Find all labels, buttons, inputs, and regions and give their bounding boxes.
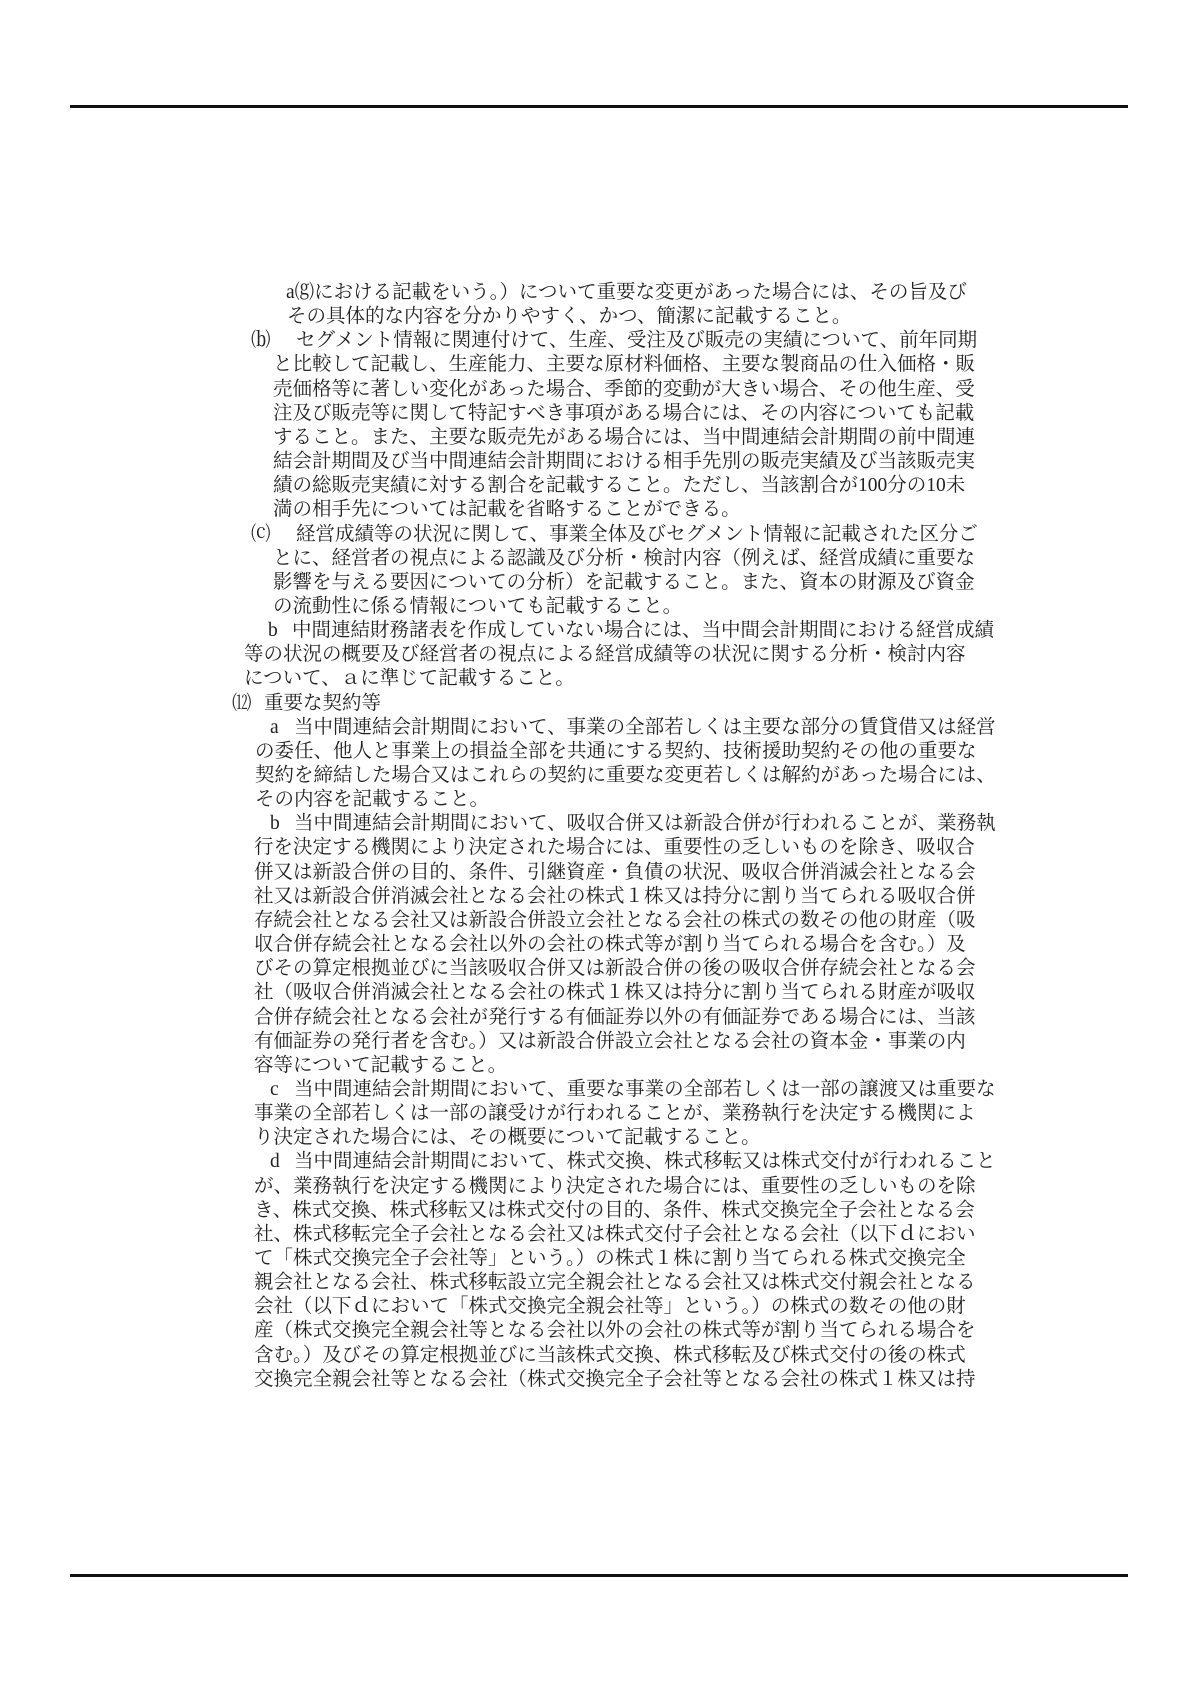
- line-text: 社（吸収合併消滅会社となる会社の株式１株又は持分に割り当てられる財産が吸収: [254, 982, 976, 1004]
- item-marker: b: [270, 813, 280, 835]
- text-line: [0, 619, 1192, 643]
- text-line: [0, 1054, 1192, 1078]
- line-text: 契約を締結した場合又はこれらの契約に重要な変更若しくは解約があった場合には、: [255, 765, 996, 786]
- line-text: について、ａに準じて記載すること。: [244, 668, 575, 690]
- line-text: 合併存続会社となる会社が発行する有価証券以外の有価証券である場合には、当該: [254, 1006, 976, 1028]
- text-line: [0, 1344, 1192, 1368]
- text-line: [0, 523, 1192, 547]
- text-line: [0, 764, 1192, 788]
- line-text: 重要な契約等: [264, 692, 382, 714]
- text-line: [0, 281, 1192, 305]
- text-line: [0, 1030, 1192, 1054]
- line-text: 社、株式移転完全子会社となる会社又は株式交付子会社となる会社（以下ｄにおい: [254, 1223, 976, 1245]
- text-line: [0, 426, 1192, 450]
- text-line: [0, 643, 1192, 667]
- text-line: [0, 692, 1192, 716]
- text-line: [0, 305, 1192, 329]
- line-text: が、業務執行を決定する機関により決定された場合には、重要性の乏しいものを除: [254, 1175, 976, 1197]
- text-line: [0, 909, 1192, 933]
- text-line: [0, 450, 1192, 474]
- line-text: 注及び販売等に関して特記すべき事項がある場合には、その内容についても記載: [273, 402, 975, 424]
- text-line: [0, 402, 1192, 426]
- text-line: [0, 329, 1192, 353]
- line-text: すること。また、主要な販売先がある場合には、当中間連結会計期間の前中間連: [273, 426, 976, 448]
- text-line: [0, 1247, 1192, 1271]
- line-text: 当中間連結会計期間において、重要な事業の全部若しくは一部の譲渡又は重要な: [294, 1078, 996, 1100]
- line-text: て「株式交換完全子会社等」という。）の株式１株に割り当てられる株式交換完全: [254, 1248, 966, 1269]
- line-text: 経営成績等の状況に関して、事業全体及びセグメント情報に記載された区分ご: [296, 523, 978, 545]
- item-marker: ⒞: [251, 523, 271, 545]
- line-text: 社又は新設合併消滅会社となる会社の株式１株又は持分に割り当てられる吸収合併: [254, 885, 976, 907]
- text-line: [0, 1126, 1192, 1150]
- text-line: [0, 571, 1192, 595]
- line-text: と比較して記載し、生産能力、主要な原材料価格、主要な製商品の仕入価格・販: [273, 354, 976, 376]
- line-text: びその算定根拠並びに当該吸収合併又は新設合併の後の吸収合併存続会社となる会: [254, 958, 976, 980]
- line-text: 親会社となる会社、株式移転設立完全親会社となる会社又は株式交付親会社となる: [254, 1272, 976, 1294]
- line-text: 結会計期間及び当中間連結会計期間における相手先別の販売実績及び当該販売実: [273, 451, 976, 473]
- text-line: [0, 353, 1192, 377]
- line-text: とに、経営者の視点による認識及び分析・検討内容（例えば、経営成績に重要な: [273, 547, 976, 569]
- text-line: [0, 740, 1192, 764]
- line-text: 満の相手先については記載を省略することができる。: [273, 499, 741, 521]
- line-text: 容等について記載すること。: [254, 1054, 508, 1076]
- text-line: [0, 957, 1192, 981]
- text-line: [0, 1319, 1192, 1343]
- line-text: き、株式交換、株式移転又は株式交付の目的、条件、株式交換完全子会社となる会: [254, 1199, 975, 1221]
- text-line: [0, 547, 1192, 571]
- line-text: 行を決定する機関により決定された場合には、重要性の乏しいものを除き、吸収合: [254, 837, 975, 859]
- line-text: の委任、他人と事業上の損益全部を共通にする契約、技術援助契約その他の重要な: [255, 740, 977, 762]
- text-line: [0, 933, 1192, 957]
- text-line: [0, 861, 1192, 885]
- line-text: 収合併存続会社となる会社以外の会社の株式等が割り当てられる場合を含む。）及: [254, 934, 966, 956]
- text-line: [0, 1295, 1192, 1319]
- line-text: セグメント情報に関連付けて、生産、受注及び販売の実績について、前年同期: [296, 330, 978, 352]
- text-line: [0, 1006, 1192, 1030]
- line-text: a⒢における記載をいう。）について重要な変更があった場合には、その旨及び: [286, 282, 967, 303]
- text-line: [0, 1102, 1192, 1126]
- line-text: その具体的な内容を分かりやすく、かつ、簡潔に記載すること。: [287, 306, 852, 328]
- line-text: その内容を記載すること。: [255, 789, 490, 811]
- line-text: り決定された場合には、その概要について記載すること。: [254, 1127, 761, 1149]
- item-marker: d: [270, 1151, 280, 1173]
- line-text: 存続会社となる会社又は新設合併設立会社となる会社の株式の数その他の財産（吸: [254, 909, 976, 931]
- bottom-border-line: [70, 1574, 1128, 1577]
- text-line: [0, 812, 1192, 836]
- line-text: の流動性に係る情報についても記載すること。: [273, 595, 683, 617]
- line-text: 当中間連結会計期間において、株式交換、株式移転又は株式交付が行われること: [294, 1151, 996, 1173]
- line-text: 当中間連結会計期間において、吸収合併又は新設合併が行われることが、業務執: [294, 813, 996, 835]
- line-text: 中間連結財務諸表を作成していない場合には、当中間会計期間における経営成績: [292, 620, 995, 642]
- item-marker: a: [270, 716, 279, 738]
- text-line: [0, 1368, 1192, 1392]
- line-text: 会社（以下ｄにおいて「株式交換完全親会社等」という。）の株式の数その他の財: [254, 1296, 966, 1318]
- text-line: [0, 378, 1192, 402]
- line-text: 産（株式交換完全親会社等となる会社以外の会社の株式等が割り当てられる場合を: [254, 1320, 976, 1342]
- line-text: 交換完全親会社等となる会社（株式交換完全子会社等となる会社の株式１株又は持: [254, 1368, 976, 1390]
- item-marker: b: [268, 620, 278, 642]
- line-text: 等の状況の概要及び経営者の視点による経営成績等の状況に関する分析・検討内容: [244, 644, 966, 666]
- text-line: [0, 836, 1192, 860]
- text-line: [0, 667, 1192, 691]
- line-text: 当中間連結会計期間において、事業の全部若しくは主要な部分の賃貸借又は経営: [294, 716, 996, 738]
- text-line: [0, 1175, 1192, 1199]
- text-line: [0, 981, 1192, 1005]
- text-line: [0, 1150, 1192, 1174]
- line-text: 含む。）及びその算定根拠並びに当該株式交換、株式移転及び株式交付の後の株式: [254, 1344, 966, 1366]
- line-text: 績の総販売実績に対する割合を記載すること。ただし、当該割合が100分の10未: [273, 475, 966, 497]
- text-line: [0, 595, 1192, 619]
- text-line: [0, 1223, 1192, 1247]
- text-line: [0, 716, 1192, 740]
- text-line: [0, 1199, 1192, 1223]
- line-text: 影響を与える要因についての分析）を記載すること。また、資本の財源及び資金: [273, 571, 975, 593]
- text-line: [0, 1271, 1192, 1295]
- text-line: [0, 1078, 1192, 1102]
- line-text: 事業の全部若しくは一部の譲受けが行われることが、業務執行を決定する機関によ: [254, 1103, 976, 1125]
- line-text: 有価証券の発行者を含む。）又は新設合併設立会社となる会社の資本金・事業の内: [254, 1030, 966, 1052]
- item-marker: ⑿: [232, 692, 252, 714]
- item-marker: ⒝: [251, 330, 271, 352]
- text-line: [0, 474, 1192, 498]
- text-line: [0, 788, 1192, 812]
- line-text: 売価格等に著しい変化があった場合、季節的変動が大きい場合、その他生産、受: [273, 378, 975, 400]
- item-marker: c: [270, 1078, 279, 1100]
- line-text: 併又は新設合併の目的、条件、引継資産・負債の状況、吸収合併消滅会社となる会: [254, 861, 976, 883]
- text-line: [0, 498, 1192, 522]
- text-line: [0, 885, 1192, 909]
